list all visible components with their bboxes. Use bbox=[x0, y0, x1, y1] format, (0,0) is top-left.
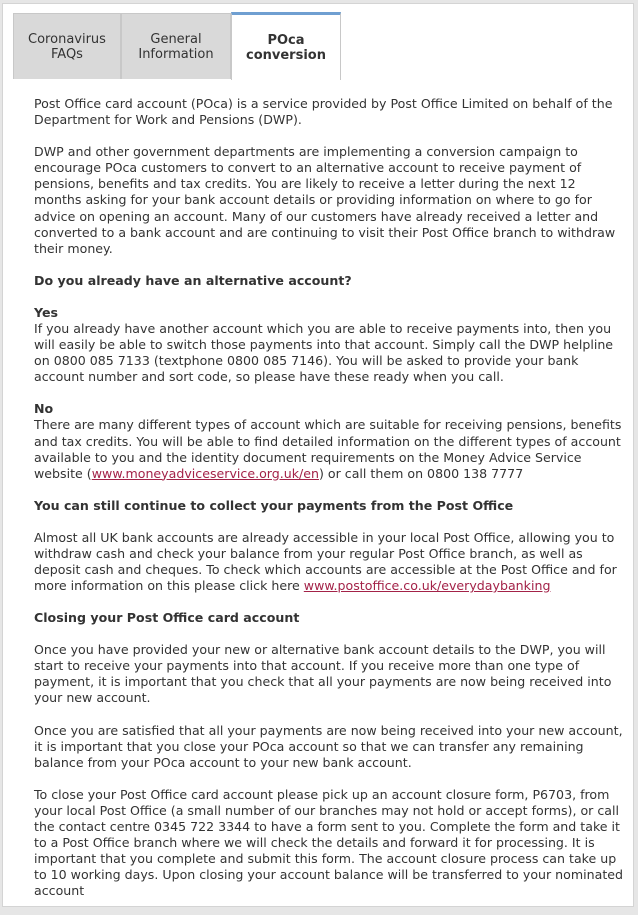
closing-paragraph-1: Once you have provided your new or alternative bank account details to the DWP, you will start to receive your payments into that account. If you receive more than one type of payment, it is important that you check that all your payments are now being received into your new account. bbox=[34, 642, 612, 706]
money-advice-link[interactable]: www.moneyadviceservice.org.uk/en bbox=[91, 465, 319, 481]
tab-coronavirus-faqs[interactable] bbox=[13, 13, 121, 79]
tab-label: POca conversion bbox=[246, 32, 326, 63]
content-panel bbox=[2, 3, 634, 907]
yes-label: Yes bbox=[34, 304, 59, 320]
campaign-paragraph: DWP and other government departments are implementing a conversion campaign to encourage POca customers to convert to an alternative account to receive payment of pensions, benefits and tax credits. You are likely to receive a letter during the next 12 months asking for your bank account details or providing information on where to go for advice on opening an account. Many of our customers have already received a letter and converted to a bank account and are continuing to visit their Post Office branch to withdraw their money. bbox=[34, 144, 616, 256]
tab-general-information[interactable] bbox=[121, 13, 231, 79]
tab-label: General Information bbox=[138, 31, 214, 62]
no-label: No bbox=[34, 401, 54, 417]
no-text-after: ) or call them on 0800 138 7777 bbox=[318, 465, 524, 481]
everyday-banking-link[interactable]: www.postoffice.co.uk/everydaybanking bbox=[303, 578, 551, 594]
yes-section bbox=[34, 305, 624, 385]
collect-paragraph bbox=[34, 530, 624, 594]
heading-collect-payments: You can still continue to collect your payments from the Post Office bbox=[34, 497, 514, 513]
heading-alternative-account: Do you already have an alternative account? bbox=[34, 272, 352, 288]
tab-strip bbox=[3, 4, 633, 79]
tab-label: Coronavirus FAQs bbox=[28, 31, 106, 62]
article-body bbox=[34, 96, 624, 915]
closing-paragraph-2: Once you are satisfied that all your payments are now being received into your new account, it is important that you close your POca account so that we can transfer any remaining balance from your POca account to your new bank account. bbox=[34, 722, 623, 770]
collect-text: Almost all UK bank accounts are already accessible in your local Post Office, allowing you to withdraw cash and check your balance from your regular Post Office branch, as well as deposit cash and cheques. To check which accounts are accessible at the Post Office and for more information on this please click here bbox=[34, 529, 617, 594]
tab-poca-conversion[interactable] bbox=[231, 12, 341, 80]
heading-closing-account: Closing your Post Office card account bbox=[34, 610, 300, 626]
closing-paragraph-3: To close your Post Office card account please pick up an account closure form, P6703, from your local Post Office (a small number of our branches may not hold or accept forms), or call the contact centre 0345 722 3344 to have a form sent to you. Complete the form and take it to a Post Office branch where we will check the details and forward it for processing. It is important that you complete and submit this form. The account closure process can take up to 10 working days. Upon closing your account balance will be transferred to your nominated account bbox=[34, 786, 624, 899]
no-section bbox=[34, 401, 624, 481]
intro-paragraph: Post Office card account (POca) is a service provided by Post Office Limited on behalf of the Department for Work and Pensions (DWP). bbox=[34, 96, 613, 128]
no-text: There are many different types of account which are suitable for receiving pensions, benefits and tax credits. You will be able to find detailed information on the different types of account available to you and the identity document requirements on the Money Advice Service website ( bbox=[34, 417, 622, 481]
yes-text: If you already have another account which you are able to receive payments into, then you will easily be able to switch those payments into that account. Simply call the DWP helpline on 0800 085 7133 (textphone 0800 085 7146). You will be asked to provide your bank account number and sort code, so please have these ready when you call. bbox=[34, 320, 614, 385]
